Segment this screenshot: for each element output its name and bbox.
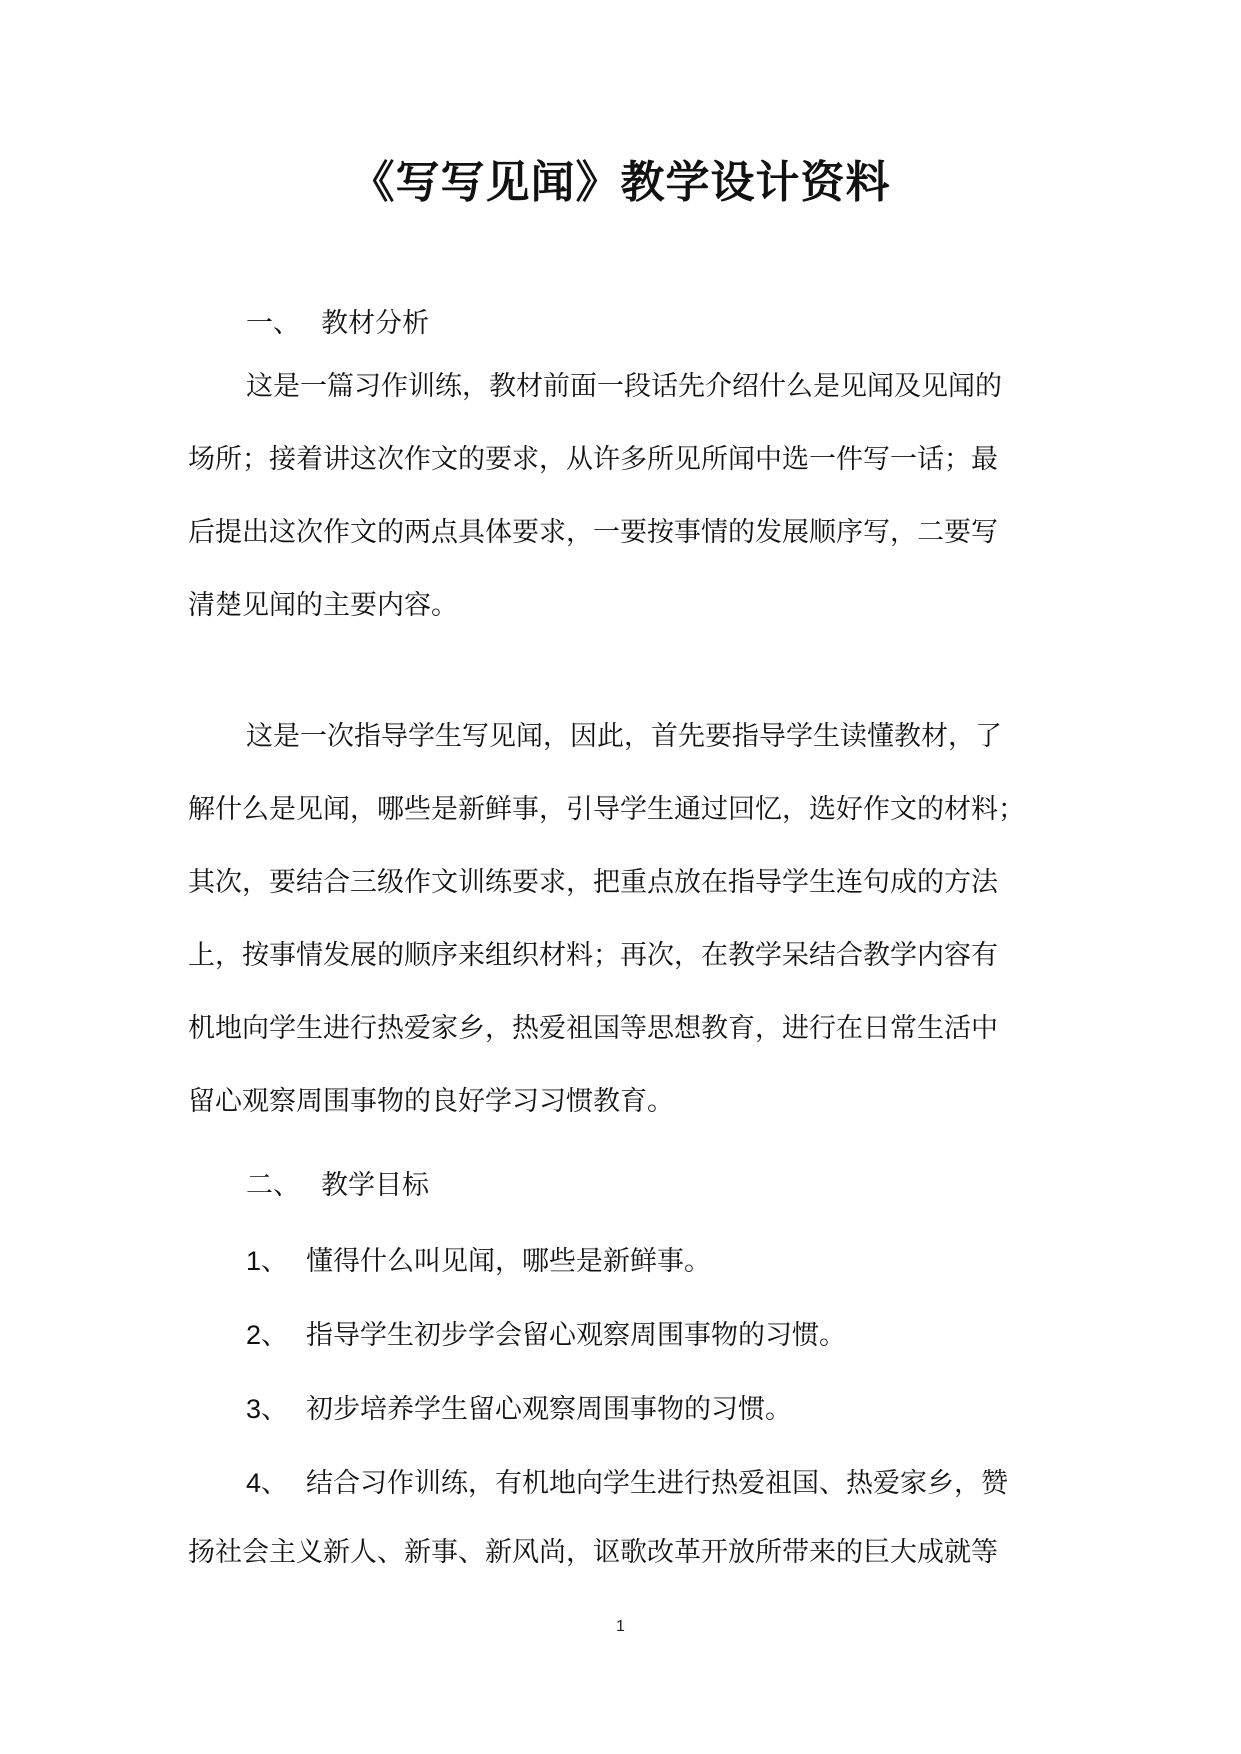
section-heading-analysis bbox=[246, 301, 429, 340]
goal-text: 指导学生初步学会留心观察周围事物的习惯。 bbox=[306, 1320, 846, 1351]
paragraph-material-analysis-2 bbox=[188, 700, 1058, 1138]
goal-number: 3、 bbox=[246, 1394, 289, 1424]
section-title: 教材分析 bbox=[321, 308, 429, 339]
section-number: 一、 bbox=[246, 308, 300, 339]
section-title: 教学目标 bbox=[321, 1170, 429, 1201]
goal-number: 4、 bbox=[246, 1468, 289, 1498]
goal-text: 结合习作训练，有机地向学生进行热爱祖国、热爱家乡，赞 bbox=[306, 1468, 1008, 1499]
paragraph-line: 上，按事情发展的顺序来组织材料；再次，在教学呆结合教学内容有 bbox=[188, 940, 998, 971]
goal-item-4-continuation bbox=[188, 1516, 1058, 1589]
paragraph-line: 留心观察周围事物的良好学习习惯教育。 bbox=[188, 1086, 674, 1117]
page-number: 1 bbox=[616, 1618, 625, 1635]
paragraph-material-analysis-1 bbox=[188, 350, 1058, 642]
goal-number: 1、 bbox=[246, 1246, 289, 1276]
paragraph-line: 清楚见闻的主要内容。 bbox=[188, 590, 458, 621]
document-title: 《写写见闻》教学设计资料 bbox=[350, 157, 891, 208]
paragraph-line: 后提出这次作文的两点具体要求，一要按事情的发展顺序写，二要写 bbox=[188, 517, 998, 548]
goal-item-1 bbox=[246, 1239, 711, 1278]
paragraph-line: 解什么是见闻，哪些是新鲜事，引导学生通过回忆，选好作文的材料； bbox=[188, 794, 1025, 825]
goal-item-3 bbox=[246, 1387, 792, 1426]
paragraph-line: 这是一次指导学生写见闻，因此，首先要指导学生读懂教材，了 bbox=[246, 721, 1002, 752]
goal-text: 初步培养学生留心观察周围事物的习惯。 bbox=[306, 1394, 792, 1425]
goal-item-2 bbox=[246, 1313, 846, 1352]
paragraph-line: 场所；接着讲这次作文的要求，从许多所见所闻中选一件写一话；最 bbox=[188, 444, 998, 475]
paragraph-line: 扬社会主义新人、新事、新风尚，讴歌改革开放所带来的巨大成就等 bbox=[188, 1537, 998, 1568]
paragraph-line: 机地向学生进行热爱家乡，热爱祖国等思想教育，进行在日常生活中 bbox=[188, 1013, 998, 1044]
goal-item-4 bbox=[246, 1461, 1008, 1500]
goal-number: 2、 bbox=[246, 1320, 289, 1350]
paragraph-line: 其次，要结合三级作文训练要求，把重点放在指导学生连句成的方法 bbox=[188, 867, 998, 898]
section-heading-goals bbox=[246, 1163, 429, 1202]
section-number: 二、 bbox=[246, 1170, 300, 1201]
goal-text: 懂得什么叫见闻，哪些是新鲜事。 bbox=[306, 1246, 711, 1277]
paragraph-line: 这是一篇习作训练，教材前面一段话先介绍什么是见闻及见闻的 bbox=[246, 371, 1002, 402]
